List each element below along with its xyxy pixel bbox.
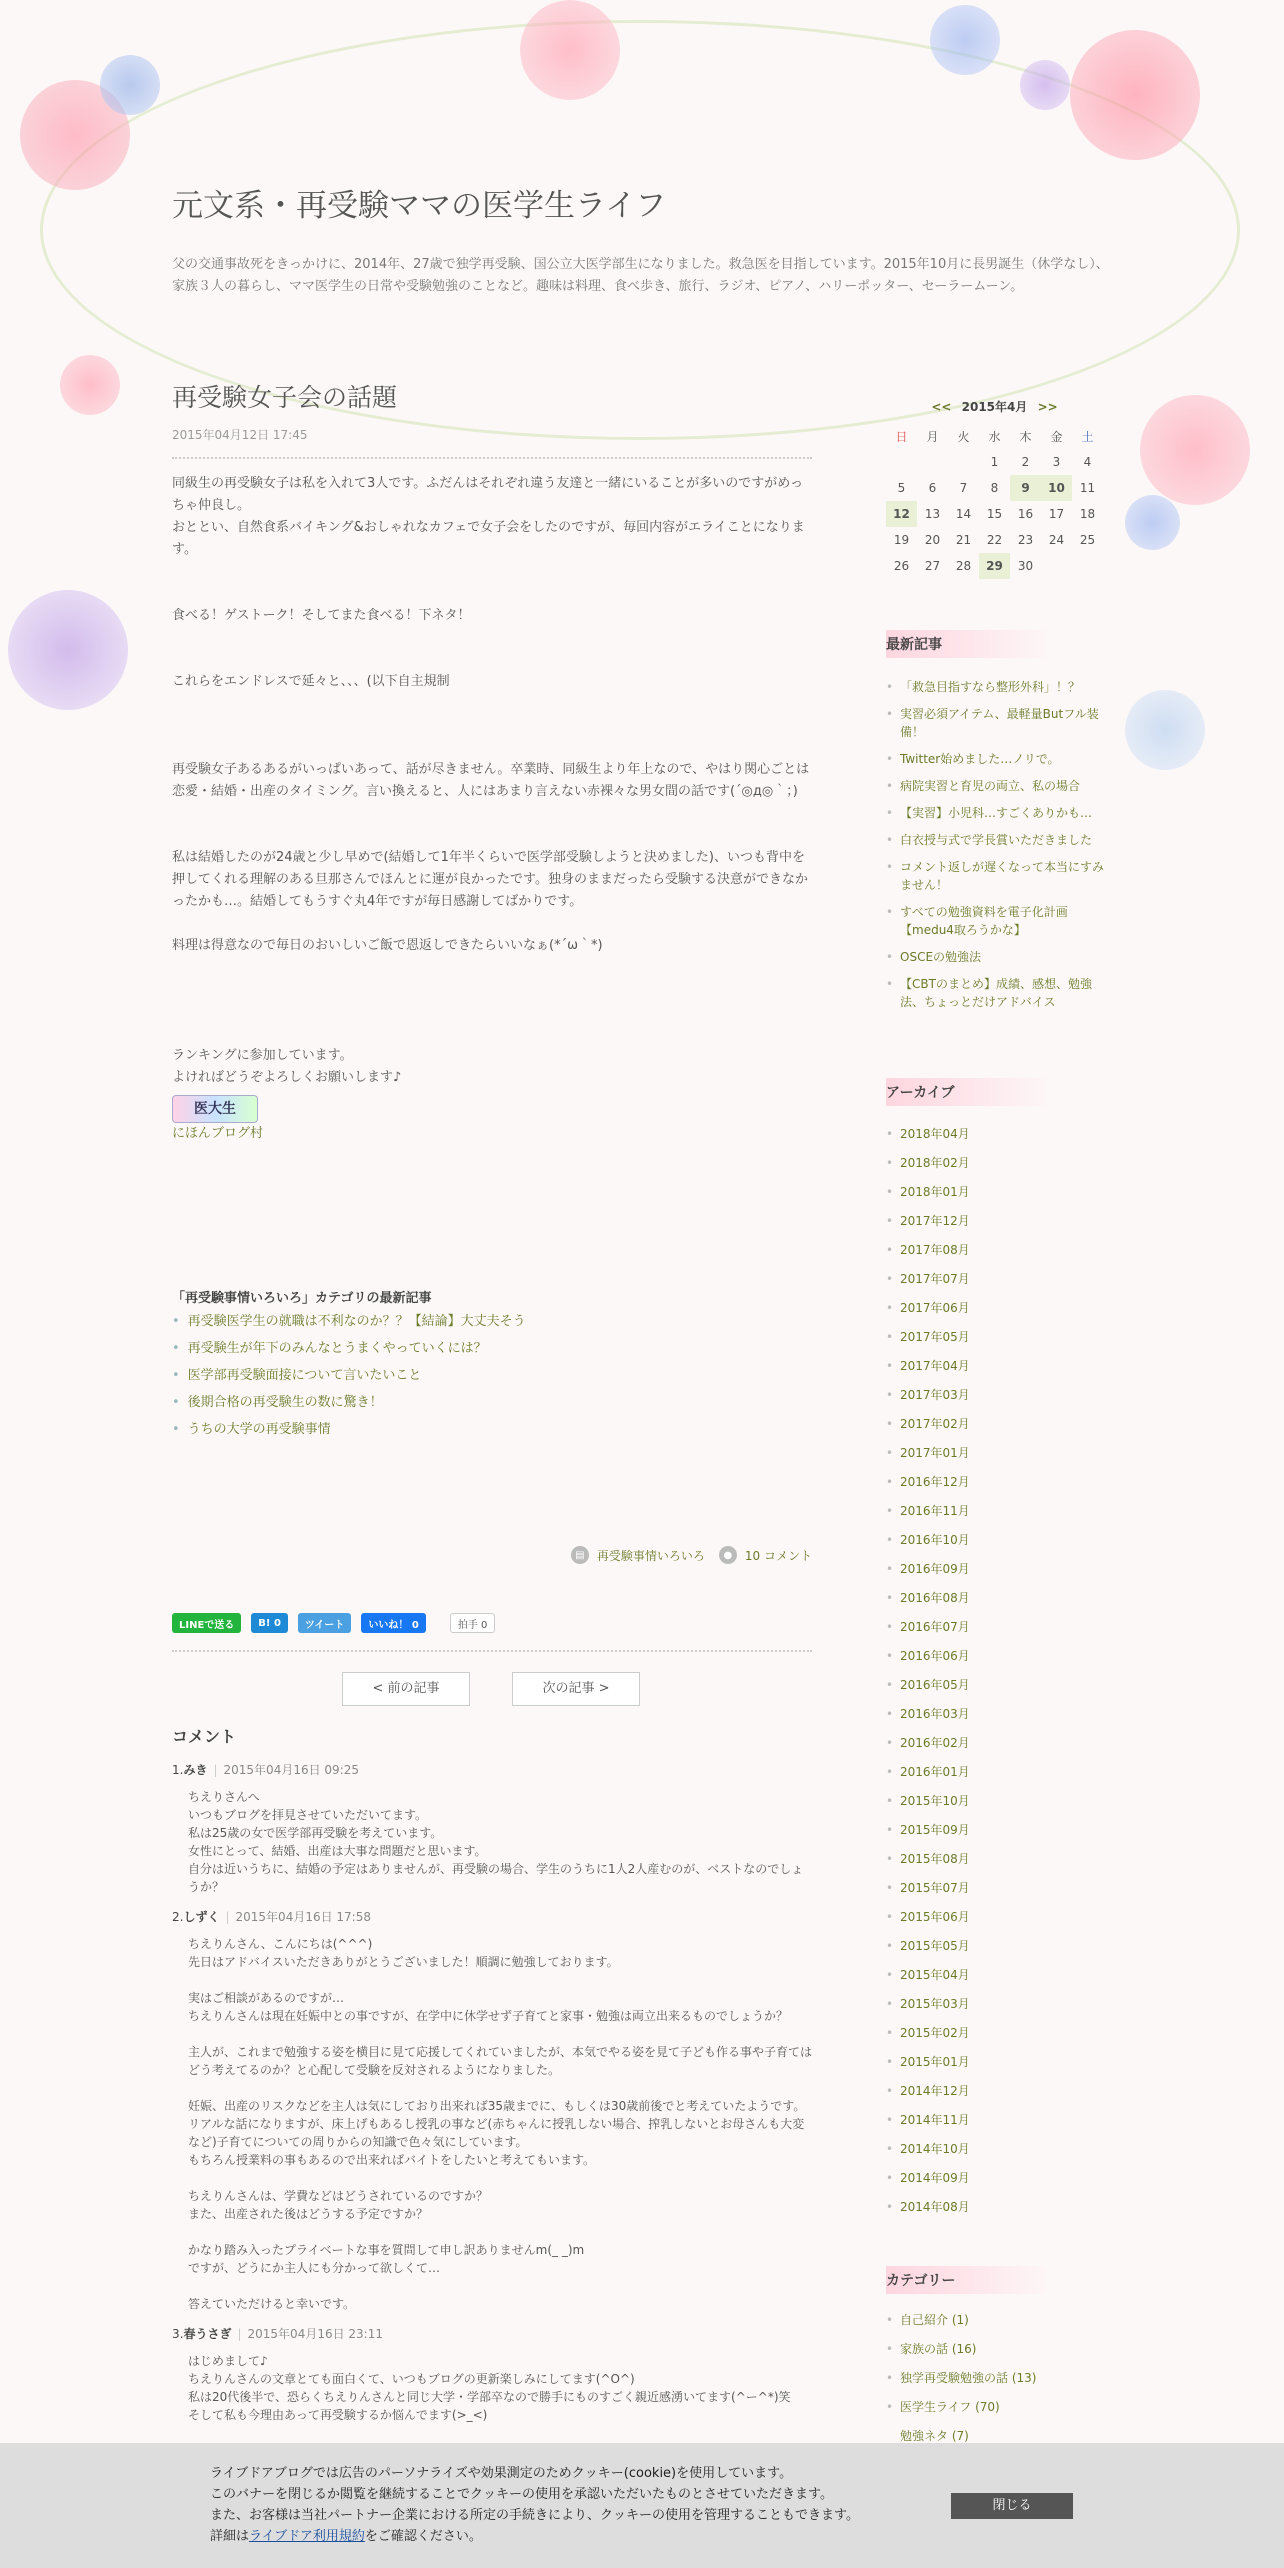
calendar-day: 25 [1079, 533, 1096, 547]
archive-link[interactable]: • 2017年08月 [886, 1236, 1146, 1265]
archive-link[interactable]: • 2015年07月 [886, 1874, 1146, 1903]
comment-line: ですが、どうにか主人にも分かって欲しくて… [188, 2261, 441, 2275]
archive-link[interactable]: • 2018年01月 [886, 1178, 1146, 1207]
comment-line [188, 2277, 812, 2295]
comment-author: 春うさぎ [183, 2327, 232, 2341]
archive-link[interactable]: • 2015年10月 [886, 1787, 1146, 1816]
archive-link[interactable]: • 2016年06月 [886, 1642, 1146, 1671]
comment-line: ちえりんさんは、学費などはどうされているのですか？ [188, 2189, 489, 2203]
entry-paragraph: 食べる！ゲストーク！そしてまた食べる！下ネタ！ [172, 608, 471, 623]
recent-post-link[interactable]: • 「救急目指すなら整形外科」！？ [886, 678, 1114, 696]
cookie-line: また、お客様は当社パートナー企業における所定の手続きにより、クッキーの使用を管理することもできます。 [210, 2508, 859, 2523]
comments-section [172, 1724, 812, 2424]
recent-post-link[interactable]: • 病院実習と育児の両立、私の場合 [886, 777, 1114, 795]
entry-paragraph: おととい、自然食系バイキング&おしゃれなカフェで女子会をしたのですが、毎回内容がエライことになります。 [172, 520, 805, 557]
archive-link[interactable]: • 2015年09月 [886, 1816, 1146, 1845]
calendar-day [886, 449, 917, 475]
blog-description: 父の交通事故死をきっかけに、2014年、27歳で独学再受験、国公立大医学部生になりました。救急医を目指しています。2015年10月に長男誕生（休学なし）、家族３人の暮らし、ママ医学生の日常や受験勉強のことなど。趣味は料理、食べ歩き、旅行、ラジオ、ピアノ、ハリーポッター、セーラームーン。 [172, 257, 1109, 294]
related-list [172, 1308, 812, 1443]
archive-link[interactable]: • 2016年10月 [886, 1526, 1146, 1555]
comment-line: いつもブログを拝見させていただいてます。 [188, 1808, 428, 1822]
bullet-icon: • [172, 1368, 180, 1383]
category-link[interactable]: • 医学生ライフ (70) [886, 2393, 1146, 2422]
related-item[interactable]: • うちの大学の再受験事情 [172, 1422, 331, 1437]
comment-line: リアルな話になりますが、床上げもあるし授乳の事など(赤ちゃんに授乳しない場合、搾乳しないとお母さんも大変など)子育てについての周りからの知識で色々気にしています。 [188, 2117, 805, 2149]
comment-line: ちえりんさんの文章とても面白くて、いつもブログの更新楽しみにしてます(^O^) [188, 2372, 635, 2386]
calendar-day: 16 [1017, 507, 1034, 521]
comment [172, 1908, 812, 2313]
calendar-weekday: 日 [895, 429, 908, 444]
prev-article-button[interactable]: < 前の記事 [342, 1672, 470, 1706]
comment-line: ちえりんさんは現在妊娠中との事ですが、在学中に休学せず子育てと家事・勉強は両立出来るものでしょうか？ [188, 2009, 789, 2023]
calendar-day: 13 [924, 507, 941, 521]
calendar-weekday: 土 [1081, 429, 1094, 444]
entry-paragraph: 私は結婚したのが24歳と少し早めで(結婚して1年半くらいで医学部受験しようと決めました)、いつも背中を押してくれる理解のある旦那さんでほんとに運が良かったです。独身のままだったら受験する決意ができなかったかも…。結婚してもうすぐ丸4年ですが毎日感謝してばかりです。 [172, 850, 808, 909]
categories [886, 2266, 1146, 2451]
comment-line: かなり踏み入ったプライベートな事を質問して申し訳ありませんm(_ _)m [188, 2243, 585, 2257]
calendar-day: 27 [924, 559, 941, 573]
calendar-day [1072, 553, 1103, 579]
recent-post-link[interactable]: • 【CBTのまとめ】成績、感想、勉強法、ちょっとだけアドバイス [886, 975, 1114, 1011]
comment-line: 実はご相談があるのですが… [188, 1991, 345, 2005]
calendar-day: 4 [1083, 455, 1092, 469]
comment-date: 2015年04月16日 17:58 [235, 1910, 371, 1924]
category-link[interactable]: • 独学再受験勉強の話 (13) [886, 2364, 1146, 2393]
archive-link[interactable]: • 2015年03月 [886, 1990, 1146, 2019]
category-sub-item[interactable]: 勉強ネタ (7) [900, 2429, 969, 2443]
entry-meta [564, 1546, 812, 1564]
comment-line: もちろん授業料の事もあるので出来ればバイトをしたいと考えてもいます。 [188, 2153, 596, 2167]
archive-link[interactable]: • 2017年06月 [886, 1294, 1146, 1323]
ranking-text: ランキングに参加しています。 [172, 1048, 353, 1063]
cookie-line: ライブドアブログでは広告のパーソナライズや効果測定のためクッキー(cookie)を使用しています。 [210, 2466, 793, 2481]
archive-heading: アーカイブ [886, 1078, 1046, 1106]
category-link[interactable]: 再受験事情いろいろ [596, 1548, 705, 1563]
line-share-button[interactable]: LINEで送る [172, 1613, 241, 1633]
calendar-day: 2 [1021, 455, 1030, 469]
archive-link[interactable]: • 2016年07月 [886, 1613, 1146, 1642]
archive-link[interactable]: • 2016年11月 [886, 1497, 1146, 1526]
archive-link[interactable]: • 2017年07月 [886, 1265, 1146, 1294]
comment-body [188, 1935, 812, 2313]
comment-header: 2.しずく | 2015年04月16日 17:58 [172, 1910, 371, 1924]
comment-line: 先日はアドバイスいただきありがとうございました！順調に勉強しております。 [188, 1955, 619, 1969]
comment-line: そして私も今理由あって再受験するか悩んでます(>_<) [188, 2408, 488, 2422]
archive-link[interactable]: • 2015年08月 [886, 1845, 1146, 1874]
comment-line: 私は20代後半で、恐らくちえりんさんと同じ大学・学部卒なので勝手にものすごく親近感湧いてます(^ー^*)笑 [188, 2390, 791, 2404]
archive-link[interactable]: • 2018年02月 [886, 1149, 1146, 1178]
calendar-day: 22 [986, 533, 1003, 547]
calendar [886, 398, 1146, 579]
comment [172, 1761, 812, 1896]
calendar-day: 20 [924, 533, 941, 547]
archive [886, 1078, 1146, 2222]
calendar-day: 6 [928, 481, 937, 495]
comment-icon: ● [719, 1546, 737, 1564]
calendar-day[interactable]: 10 [1041, 475, 1072, 501]
calendar-day [1041, 553, 1072, 579]
calendar-weekday: 月 [926, 429, 939, 444]
archive-link[interactable]: • 2014年12月 [886, 2077, 1146, 2106]
main-column [172, 378, 812, 1443]
calendar-day: 26 [893, 559, 910, 573]
calendar-day [917, 449, 948, 475]
cookie-line: このバナーを閉じるか閲覧を継続することでクッキーの使用を承認いただいたものとさせていただきます。 [210, 2487, 833, 2502]
archive-link[interactable]: • 2017年01月 [886, 1439, 1146, 1468]
ranking-text: よければどうぞよろしくお願いします♪ [172, 1070, 402, 1085]
calendar-weekday: 火 [957, 429, 970, 444]
calendar-day: 15 [986, 507, 1003, 521]
calendar-nav [886, 398, 1103, 415]
calendar-weekday: 水 [988, 429, 1001, 444]
calendar-day: 3 [1052, 455, 1061, 469]
entry-paragraph: 同級生の再受験女子は私を入れて3人です。ふだんはそれぞれ違う友達と一緒にいることが多いのですがめっちゃ仲良し。 [172, 476, 804, 513]
calendar-day [948, 449, 979, 475]
category-link[interactable]: • 家族の話 (16) [886, 2335, 1146, 2364]
recent-post-link[interactable]: • OSCEの勉強法 [886, 948, 1114, 966]
calendar-day: 1 [990, 455, 999, 469]
cookie-line: 詳細はライブドア利用規約をご確認ください。 [210, 2529, 482, 2544]
calendar-day[interactable]: 12 [886, 501, 917, 527]
archive-link[interactable]: • 2016年12月 [886, 1468, 1146, 1497]
related-item[interactable]: • 再受験医学生の就職は不利なのか？？【結論】大丈夫そう [172, 1314, 526, 1329]
comment-body [188, 1788, 812, 1896]
archive-link[interactable]: • 2014年11月 [886, 2106, 1146, 2135]
comment-line [188, 2079, 812, 2097]
archive-link[interactable]: • 2015年02月 [886, 2019, 1146, 2048]
archive-link[interactable]: • 2015年06月 [886, 1903, 1146, 1932]
cookie-text [210, 2463, 859, 2547]
entry-body [172, 473, 812, 1145]
comment [172, 2325, 812, 2424]
archive-link[interactable]: • 2017年03月 [886, 1381, 1146, 1410]
comment-line: 妊娠、出産のリスクなどを主人は気にしており出来れば35歳までに、もしくは30歳前後でと考えていたようです。 [188, 2099, 806, 2113]
recent-heading: 最新記事 [886, 630, 1046, 658]
cookie-banner [0, 2443, 1284, 2568]
archive-link[interactable]: • 2016年02月 [886, 1729, 1146, 1758]
entry-paragraph: 再受験女子あるあるがいっぱいあって、話が尽きません。卒業時、同級生より年上なので、やはり関心ごとは恋愛・結婚・出産のタイミング。言い換えると、人にはあまり言えない赤裸々な男女間の話です(´◎д◎｀；) [172, 762, 810, 799]
recent-post-link[interactable]: • Twitter始めました…ノリで。 [886, 750, 1114, 768]
bullet-icon: • [172, 1422, 180, 1437]
archive-link[interactable]: • 2014年10月 [886, 2135, 1146, 2164]
share-buttons [172, 1613, 495, 1633]
calendar-day: 11 [1079, 481, 1096, 495]
entry-paragraph: 料理は得意なので毎日のおいしいご飯で恩返しできたらいいなぁ(*´ω｀*) [172, 938, 603, 953]
folder-icon: ▤ [571, 1546, 589, 1564]
calendar-next-link[interactable]: >> [1037, 400, 1058, 414]
calendar-day: 24 [1048, 533, 1065, 547]
archive-link[interactable]: • 2016年01月 [886, 1758, 1146, 1787]
tweet-button[interactable]: ツイート [298, 1613, 352, 1633]
archive-link[interactable]: • 2016年08月 [886, 1584, 1146, 1613]
comment-line: はじめまして♪ [188, 2354, 268, 2368]
comment-header: 3.春うさぎ | 2015年04月16日 23:11 [172, 2327, 383, 2341]
calendar-day: 8 [990, 481, 999, 495]
calendar-day: 18 [1079, 507, 1096, 521]
archive-link[interactable]: • 2016年03月 [886, 1700, 1146, 1729]
comment-line: ちえりんさん、こんにちは(^^^) [188, 1937, 373, 1951]
recent-post-link[interactable]: • コメント返しが遅くなって本当にすみません！ [886, 858, 1114, 894]
comment-line [188, 2025, 812, 2043]
calendar-prev-link[interactable]: << [931, 400, 952, 414]
comment-line: ちえりさんへ [188, 1790, 260, 1804]
comment-author: みき [183, 1763, 208, 1777]
category-heading: カテゴリー [886, 2266, 1046, 2294]
comment-line: 答えていただけると幸いです。 [188, 2297, 356, 2311]
calendar-day: 30 [1017, 559, 1034, 573]
facebook-like-button[interactable]: いいね！ 0 [361, 1613, 425, 1633]
archive-link[interactable]: • 2016年05月 [886, 1671, 1146, 1700]
comment-date: 2015年04月16日 23:11 [247, 2327, 383, 2341]
recent-post-link[interactable]: • すべての勉強資料を電子化計画【medu4取ろうかな】 [886, 903, 1114, 939]
calendar-day: 7 [959, 481, 968, 495]
comment-author: しずく [183, 1910, 220, 1924]
entry-date: 2015年04月12日 17:45 [172, 428, 308, 442]
recent-posts [886, 630, 1146, 1020]
terms-link[interactable]: ライブドア利用規約 [249, 2529, 365, 2544]
divider [172, 1650, 812, 1652]
calendar-weekday: 金 [1050, 429, 1063, 444]
calendar-day: 14 [955, 507, 972, 521]
comment-line: また、出産された後はどうする予定ですか？ [188, 2207, 429, 2221]
bullet-icon: • [172, 1341, 180, 1356]
comment-line [188, 2169, 812, 2187]
calendar-day: 5 [897, 481, 906, 495]
calendar-day: 23 [1017, 533, 1034, 547]
archive-link[interactable]: • 2015年01月 [886, 2048, 1146, 2077]
archive-link[interactable]: • 2017年12月 [886, 1207, 1146, 1236]
archive-link[interactable]: • 2017年02月 [886, 1410, 1146, 1439]
recent-list [886, 678, 1114, 1011]
calendar-day: 28 [955, 559, 972, 573]
related-item[interactable]: • 再受験生が年下のみんなとうまくやっていくには？ [172, 1341, 487, 1356]
comment-line: 女性にとって、結婚、出産は大事な問題だと思います。 [188, 1844, 487, 1858]
related-title: 「再受験事情いろいろ」カテゴリの最新記事 [172, 1291, 432, 1306]
related-item[interactable]: • 医学部再受験面接について言いたいこと [172, 1368, 422, 1383]
category-link[interactable]: • 自己紹介 (1) [886, 2306, 1146, 2335]
bullet-icon: • [172, 1395, 180, 1410]
archive-link[interactable]: • 2014年09月 [886, 2164, 1146, 2193]
comment-header: 1.みき | 2015年04月16日 09:25 [172, 1763, 359, 1777]
comment-line: 私は25歳の女で医学部再受験を考えています。 [188, 1826, 443, 1840]
hatena-bookmark-button[interactable]: B! 0 [251, 1613, 288, 1633]
calendar-grid [886, 423, 1103, 579]
comment-line: 自分は近いうちに、結婚の予定はありませんが、再受験の場合、学生のうちに1人2人産むのが、ベストなのでしょうか？ [188, 1862, 804, 1894]
category-list [886, 2306, 1146, 2422]
comment-line: 主人が、これまで勉強する姿を横目に見て応援してくれていましたが、本気でやる姿を見て子ども作る事や子育てはどう考えてるのか？と心配して受験を反対されるようになりました。 [188, 2045, 813, 2077]
blog-title[interactable]: 元文系・再受験ママの医学生ライフ [172, 188, 667, 224]
recent-post-link[interactable]: • 白衣授与式で学長賞いただきました [886, 831, 1114, 849]
archive-link[interactable]: • 2016年09月 [886, 1555, 1146, 1584]
calendar-month: 2015年4月 [961, 400, 1028, 414]
clap-button[interactable]: 拍手 0 [450, 1613, 496, 1633]
archive-list [886, 1120, 1146, 2222]
ranking-badge[interactable]: 医大生 [172, 1095, 258, 1123]
archive-link[interactable]: • 2017年04月 [886, 1352, 1146, 1381]
calendar-day: 21 [955, 533, 972, 547]
comment-count-link[interactable]: 10 コメント [744, 1548, 812, 1563]
cookie-close-button[interactable]: 閉じる [951, 2493, 1073, 2519]
calendar-day[interactable]: 29 [979, 553, 1010, 579]
archive-link[interactable]: • 2018年04月 [886, 1120, 1146, 1149]
calendar-day: 17 [1048, 507, 1065, 521]
calendar-weekday: 木 [1019, 429, 1032, 444]
comment-body [188, 2352, 812, 2424]
nihon-blogmura-link[interactable]: にほんブログ村 [172, 1126, 264, 1141]
related-item[interactable]: • 後期合格の再受験生の数に驚き！ [172, 1395, 383, 1410]
recent-post-link[interactable]: • 【実習】小児科…すごくありかも… [886, 804, 1114, 822]
recent-post-link[interactable]: • 実習必須アイテム、最軽量Butフル装備！ [886, 705, 1114, 741]
comment-line [188, 1971, 812, 1989]
next-article-button[interactable]: 次の記事 > [512, 1672, 640, 1706]
archive-link[interactable]: • 2015年05月 [886, 1932, 1146, 1961]
entry-paragraph: これらをエンドレスで延々と、、、(以下自主規制 [172, 674, 450, 689]
calendar-day: 19 [893, 533, 910, 547]
comment-date: 2015年04月16日 09:25 [223, 1763, 359, 1777]
archive-link[interactable]: • 2014年08月 [886, 2193, 1146, 2222]
entry-title[interactable]: 再受験女子会の話題 [172, 383, 398, 412]
bullet-icon: • [172, 1314, 180, 1329]
calendar-day[interactable]: 9 [1010, 475, 1041, 501]
archive-link[interactable]: • 2015年04月 [886, 1961, 1146, 1990]
archive-link[interactable]: • 2017年05月 [886, 1323, 1146, 1352]
divider [172, 457, 812, 459]
comment-line [188, 2223, 812, 2241]
comments-title: コメント [172, 1727, 237, 1746]
